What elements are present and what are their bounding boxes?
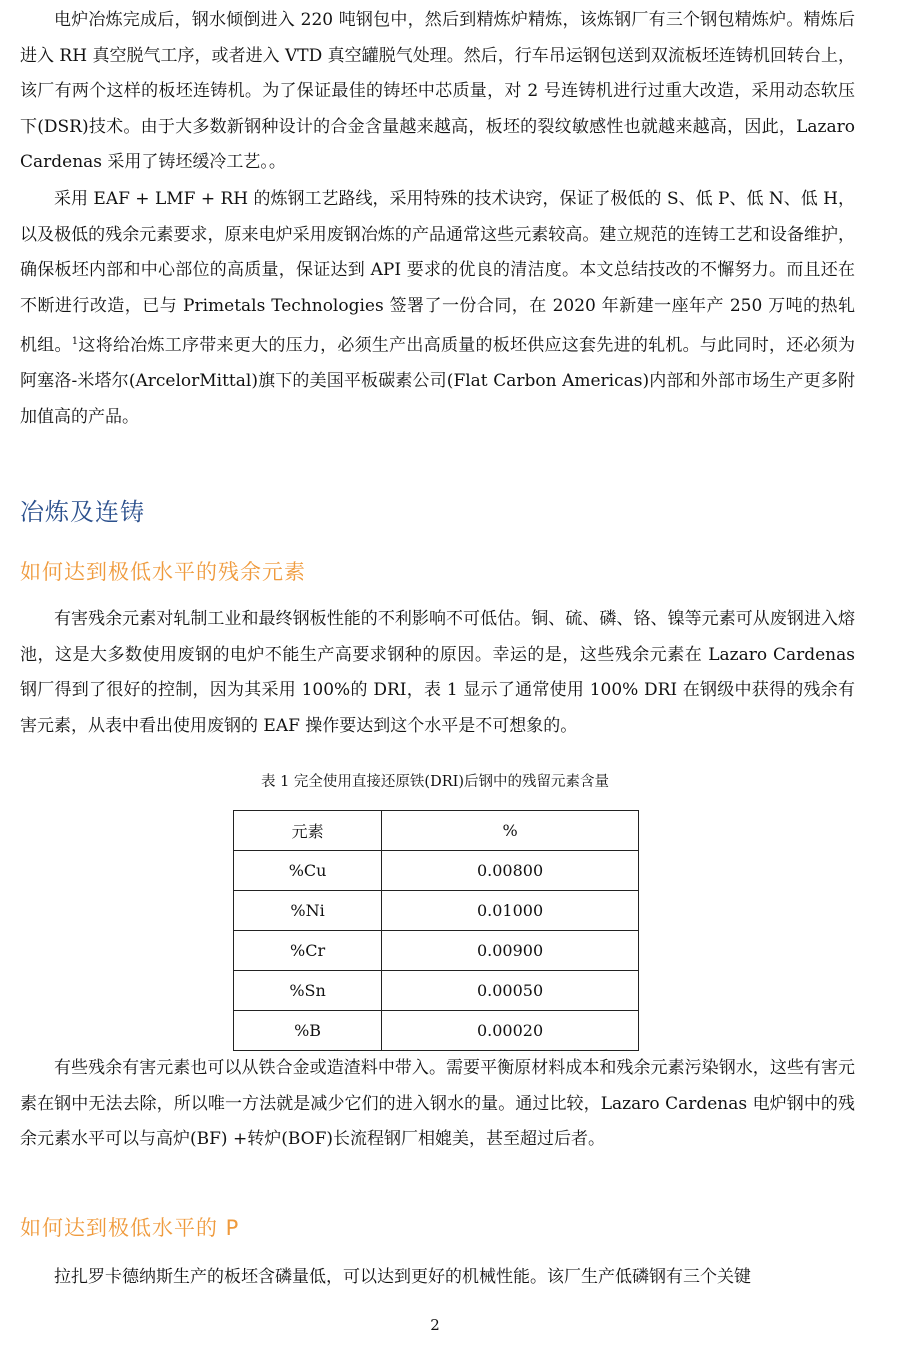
table-row xyxy=(234,1011,639,1051)
paragraph-text: 采用 EAF + LMF + RH 的炼钢工艺路线，采用特殊的技术诀窍，保证了极低的 S、低 P、低 N、低 H，以及极低的残余元素要求，原来电炉采用废钢冶炼的产品通常这些元素较高。建立规范的连铸工艺和设备维护，确保板坯内部和中心部位的高质量，保证达到 API 要求的优良的清洁度。本文总结技改的不懈努力。而且还在不断进行改造，已与 Primetals Technologies 签署了一份合同，在 2020 年新建一座年产 250 万吨的热轧机组。 xyxy=(20,189,855,356)
table-cell: 0.00800 xyxy=(382,851,639,891)
footnote-ref: 1 xyxy=(71,336,79,347)
paragraph-residual-elements: 有害残余元素对轧制工业和最终钢板性能的不利影响不可低估。铜、硫、磷、铬、镍等元素可从废钢进入熔池，这是大多数使用废钢的电炉不能生产高要求钢种的原因。幸运的是，这些残余元素在 Lazaro Cardenas 钢厂得到了很好的控制，因为其采用 100%的 DRI，表 1 显示了通常使用 100% DRI 在钢级中获得的残余有害元素，从表中看出使用废钢的 EAF 操作要达到这个水平是不可想象的。 xyxy=(20,609,855,736)
table-cell: %Cr xyxy=(234,931,382,971)
subheading-low-phosphorus: 如何达到极低水平的 P xyxy=(20,1216,240,1240)
paragraph-process-route xyxy=(20,182,855,435)
table-header-cell: % xyxy=(382,811,639,851)
table-row xyxy=(234,971,639,1011)
table-cell: 0.00900 xyxy=(382,931,639,971)
table-cell: 0.01000 xyxy=(382,891,639,931)
table-cell: %Sn xyxy=(234,971,382,1011)
table-cell: %B xyxy=(234,1011,382,1051)
table-row xyxy=(234,931,639,971)
table-row xyxy=(234,851,639,891)
table-row xyxy=(234,891,639,931)
paragraph-phosphorus: 拉扎罗卡德纳斯生产的板坯含磷量低，可以达到更好的机械性能。该厂生产低磷钢有三个关键 xyxy=(54,1267,751,1287)
page-number: 2 xyxy=(430,1316,440,1334)
table-cell: %Ni xyxy=(234,891,382,931)
paragraph-ferroalloys: 有些残余有害元素也可以从铁合金或造渣料中带入。需要平衡原材料成本和残余元素污染钢水，这些有害元素在钢中无法去除，所以唯一方法就是减少它们的进入钢水的量。通过比较，Lazaro Cardenas 电炉钢中的残余元素水平可以与高炉(BF) +转炉(BOF)长流程钢厂相媲美，甚至超过后者。 xyxy=(20,1058,855,1149)
table-header-cell: 元素 xyxy=(234,811,382,851)
residual-elements-table xyxy=(233,810,639,1051)
section-heading: 冶炼及连铸 xyxy=(20,498,145,526)
paragraph-text: 这将给冶炼工序带来更大的压力，必须生产出高质量的板坯供应这套先进的轧机。与此同时，还必须为阿塞洛-米塔尔(ArcelorMittal)旗下的美国平板碳素公司(Flat Carbon Americas)内部和外部市场生产更多附加值高的产品。 xyxy=(20,335,856,427)
table-cell: %Cu xyxy=(234,851,382,891)
table-caption: 表 1 完全使用直接还原铁(DRI)后钢中的残留元素含量 xyxy=(260,774,610,790)
subheading-residual-elements: 如何达到极低水平的残余元素 xyxy=(20,560,306,584)
table-cell: 0.00050 xyxy=(382,971,639,1011)
paragraph-refining: 电炉冶炼完成后，钢水倾倒进入 220 吨钢包中，然后到精炼炉精炼，该炼钢厂有三个钢包精炼炉。精炼后进入 RH 真空脱气工序，或者进入 VTD 真空罐脱气处理。然后，行车吊运钢包送到双流板坯连铸机回转台上，该厂有两个这样的板坯连铸机。为了保证最佳的铸坯中芯质量，对 2 号连铸机进行过重大改造，采用动态软压下(DSR)技术。由于大多数新钢种设计的合金含量越来越高，板坯的裂纹敏感性也就越来越高，因此，Lazaro Cardenas 采用了铸坯缓冷工艺。。 xyxy=(20,10,855,172)
table-header-row xyxy=(234,811,639,851)
table-cell: 0.00020 xyxy=(382,1011,639,1051)
